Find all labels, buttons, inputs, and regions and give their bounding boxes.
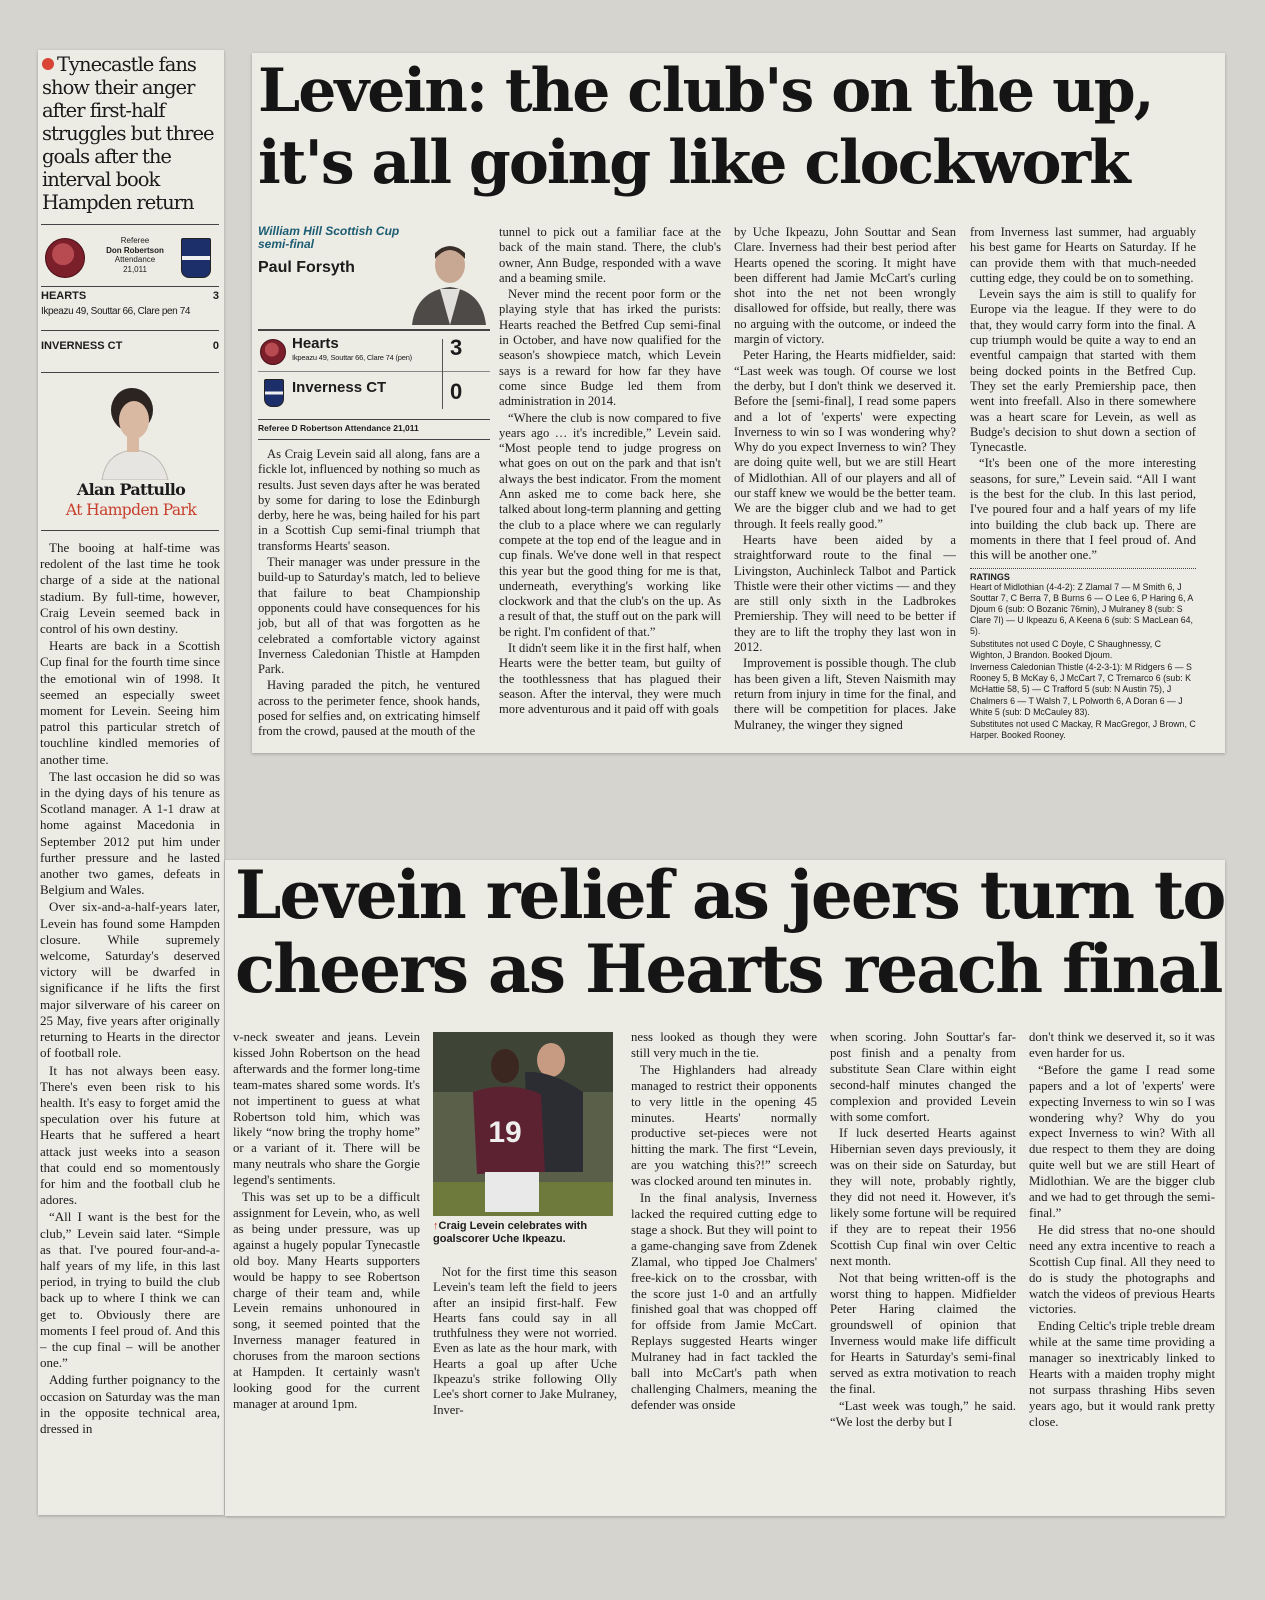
paragraph: This was set up to be a difficult assignment for Levein, who, as well as being under pressure, was up against a hugely popular Tynecastle old boy. Many Hearts supporters would be happy to see Robertson charge of their team and, while Levein remains unhonoured in song, it seemed pointed that the Inverness manager featured in choruses from the maroon sections at Hampden. It certainly wasn't looking good for the current manager at around 1pm. [233,1190,420,1411]
top-col-4 [970,225,1196,742]
author-name: Paul Forsyth [258,259,355,276]
ratings-line: Inverness Caledonian Thistle (4-2-3-1): M Ridgers 6 — S Rooney 5, B McKay 6, J McCart 7, C Tremarco 6 (sub: K McHattie 58, 5) — C Trafford 5 (sub: N Austin 75), J Chalmers 6 — T Walsh 7, L Polworth 6, A Doran 6 — J White 5 (sub: D McCauley 83). [970,661,1192,717]
bottom-col-b [233,1030,420,1414]
paragraph: “It's been one of the more interesting seasons, for sure,” Levein said. “All I want is the best for the club. In this last period, I've poured four and a half years of my life into building the club back up. There are moments in there that I feel proud of. And this will be another one.” [970,456,1196,563]
paragraph: Adding further poignancy to the occasion on Saturday was the man in the opposite technical area, dressed in [40,1372,220,1436]
paragraph: If luck deserted Hearts against Hibernian seven days previously, it was on their side on Saturday, but they will note, probably rightly, they did not need it. However, it's likely some fortune will be required if they are to repeat their 1956 Scottish Cup final win over Celtic next month. [830,1126,1016,1268]
bottom-headline-line1: Levein relief as jeers turn to [235,860,1225,934]
ratings: RATINGS Heart of Midlothian (4-4-2): Z Zlamal 7 — M Smith 6, J Souttar 7, C Berra 7, B Burns 6 — O Lee 6, P Haring 6, A Djoum 6 (sub: O Bozanic 76min), J Mulraney 8 (sub: S Clare 7I) — U Ikpeazu 6, A Keena 6 (sub: S MacLean 64, 5). Substitutes not used C Doyle, C Shaughnessy, C Wighton, J Brandon. Booked Djoum. Inverness Caledonian Thistle (4-2-3-1): M Ridgers 6 — S Rooney 5, B McKay 6, J McCart 7, C Tremarco 6 (sub: K McHattie 58, 5) — C Trafford 5 (sub: N Austin 75), J Chalmers 6 — T Walsh 7, L Polworth 6, A Doran 6 — J White 5 (sub: D McCauley 83). Substitutes not used C Mackay, R MacGregor, J Brown, C Harper. Booked Rooney. [970,571,1196,741]
paragraph: Never mind the recent poor form or the playing style that has irked the purists: Hearts reached the Betfred Cup semi-final in October, and have now qualified for the season's showpiece match, which Levein says is a reward for how far they have come since Budge led them from administration in 2014. [499,287,721,409]
author-photo [408,239,488,325]
paragraph: Over six-and-a-half-years later, Levein has found some Hampden closure. While supremely welcome, Saturday's deserved victory will be dwarfed in significance if he lifts the first major silverware of his career on 25 May, five years after originally returning to Hearts in the director of football role. [40,899,220,1061]
home-result: HEARTS 3 Ikpeazu 49, Souttar 66, Clare pen 74 [41,290,219,317]
ratings-line: Substitutes not used C Doyle, C Shaughnessy, C Wighton, J Brandon. Booked Djoum. [970,638,1162,660]
paragraph: It didn't seem like it in the first half, when Hearts were the better team, but guilty of the toothlessness that has plagued their season. After the interval, they were much more adventurous and it paid off with goals [499,641,721,717]
paragraph: Peter Haring, the Hearts midfielder, said: “Last week was tough. Of course we lost the derby, but I don't think we deserved it. Before the [semi-final], I read some papers and a lot of 'experts' were expecting Inverness to win so I was wondering why? Why do you expect Inverness to win? They are doing quite well, but we are still Heart of Midlothian. All of our players and all of our staff knew we would be the better team. We are the bigger club and we had to get through. It feels really good.” [734,348,956,531]
paragraph: “Last week was tough,” he said. “We lost the derby but I [830,1398,1016,1429]
away-result: INVERNESS CT 0 [41,340,219,352]
paragraph: when scoring. John Souttar's far-post finish and a penalty from substitute Sean Clare within eight second-half minutes changed the complexion and provided Levein with some comfort. [830,1030,1016,1124]
referee-name: Don Robertson [106,245,164,255]
paragraph: As Craig Levein said all along, fans are a fickle lot, influenced by nothing so much as results. Just seven days after he was berated by some for daring to lose the Edinburgh derby, here he was, being hailed for his part in a Scottish Cup semi-final triumph that transforms Hearts' season. [258,447,480,553]
referee-block: Referee Don Robertson Attendance 21,011 [41,234,219,282]
top-col-1: William Hill Scottish Cup semi-final Paul Forsyth Hearts Ikpeazu 49, Souttar 66, Clare 74 (pen) 3 Inverness CT 0 Referee D Robertson Attendance 21,011 As Craig Levein said all along, fans are a fickle lot, influenced by nothing so much as results. Just seven days after he was berated by some for daring to lose the Edinburgh derby, here he was, being hailed for his part in a Scottish Cup semi-final triumph that transforms Hearts' season. Their manager was under pressure in the build-up to Saturday's match, led to believe that failure to beat Championship opponents could have consequences for his job, but all of that was forgotten as he celebrated a comfortable victory against Inverness Caledonian Thistle at Hampden Park. Having paraded the pitch, he ventured across to the perimeter fence, shook hands, posed for selfies and, on extricating himself from the crowd, paused at the mouth of the [258,225,490,277]
paragraph: Not for the first time this season Levein's team left the field to jeers after an insipid first-half. Few Hearts fans could say in all truthfulness they were not worried. Even as late as the hour mark, with Hearts a goal up after Uche Ikpeazu's strike following Olly Lee's short corner to Jake Mulraney, Inver- [433,1265,617,1417]
paragraph: It has not always been easy. There's even been risk to his health. It's easy to forget amid the speculation over his future at Hearts that he suffered a heart attack just weeks into a season that could end so momentously for him and the football club he adores. [40,1062,220,1208]
paragraph: by Uche Ikpeazu, John Souttar and Sean Clare. Inverness had their best period after Hearts opened the scoring. It might have been different had Jamie McCart's curling shot into the net not been wrongly disallowed for offside, but really, there was no arguing with the outcome, or indeed the margin of victory. [734,225,956,347]
bullet-dot-icon [42,58,54,70]
paragraph: tunnel to pick out a familiar face at the back of the main stand. There, the club's owner, Ann Budge, responded with a wave and a beaming smile. [499,225,721,285]
attendance: 21,011 [123,264,147,274]
paragraph: Not that being written-off is the worst thing to happen. Midfielder Peter Haring claimed the groundswell of opinion that Inverness would make life difficult for Hearts in Saturday's semi-final served as extra motivation to reach the final. [830,1270,1016,1396]
photo-caption: ↑Craig Levein celebrates with goalscorer Uche Ikpeazu. [433,1220,588,1245]
paragraph: from Inverness last summer, had arguably his best game for Hearts on Saturday. If he can provide them with that much-needed cutting edge, they could be on to something. [970,225,1196,285]
hearts-crest-icon [45,238,85,278]
author-portrait [82,380,182,480]
match-photo [433,1032,613,1216]
bottom-headline-line2: cheers as Hearts reach final [235,930,1222,1008]
home-scorers: Ikpeazu 49, Souttar 66, Clare pen 74 [41,306,191,317]
bottom-col-c-lower [433,1265,617,1419]
side-article-body [40,540,220,1438]
caption-arrow-icon: ↑ [433,1220,439,1232]
bottom-clipping [225,860,1225,1516]
top-col-3 [734,225,956,734]
top-headline-line1: Levein: the club's on the up, [258,56,1153,126]
paragraph: Hearts have been aided by a straightforward route to the final — Livingston, Auchinleck Talbot and Partick Thistle were their other victims — and they are still only sixth in the Ladbrokes Premiership. They will need to be better if they are to lift the trophy they last won in 2012. [734,532,956,655]
side-clipping [38,50,224,1515]
location: At Hampden Park [65,501,197,519]
paragraph: v-neck sweater and jeans. Levein kissed John Robertson on the head afterwards and the former long-time team-mates shared some words. It's not impertinent to guess at what Robertson told him, which was likely “now bring the trophy home” or a variant of it. There will be many neutrals who share the Gorgie legend's sentiments. [233,1030,420,1188]
paragraph: The Highlanders had already managed to restrict their opponents to very little in the opening 45 minutes. Hearts' normally productive set-pieces were not hitting the mark. The first “Levein, are you watching this?!” screech was clocked around ten minutes in. [631,1062,817,1189]
byline: Alan Pattullo [76,480,186,499]
paragraph: Hearts are back in a Scottish Cup final for the fourth time since the emotional win of 1998. It seemed an especially sweet moment for Levein. Seeing him patrol this particular stretch of touchline kindled memories of another time. [40,638,220,767]
top-clipping [252,53,1225,753]
shirt-number: 19 [488,1116,522,1149]
paragraph: Levein says the aim is still to qualify for Europe via the league. If they were to do that, they would carry form into the final. A cup triumph would be quite a way to end an eventful campaign that started with them being docked points in the Betfred Cup. They set the early Premiership pace, then went into freefall. Also in there somewhere was a heart scare for Levein, as well as Budge's decision to shut down a section of Tynecastle. [970,287,1196,455]
inverness-crest-icon [264,379,284,407]
paragraph: Their manager was under pressure in the build-up to Saturday's match, led to believe that failure to beat Championship opponents could have consequences for his job, but all of that was forgotten as he celebrated a comfortable victory against Inverness Caledonian Thistle at Hampden Park. [258,555,480,677]
paragraph: He did stress that no-one should need any extra incentive to reach a Scottish Cup final. All they need to do is study the photographs and watch the videos of previous Hearts victories. [1029,1222,1215,1317]
paragraph: don't think we deserved it, so it was even harder for us. [1029,1030,1215,1060]
ratings-line: Substitutes not used C Mackay, R MacGregor, J Brown, C Harper. Booked Rooney. [970,718,1196,741]
kicker: William Hill Scottish Cup [258,224,400,238]
standfirst: Tynecastle fans show their anger after first-half struggles but three goals after the interval book Hampden return [42,53,214,214]
inverness-crest-icon [181,238,211,278]
ratings-line: Heart of Midlothian (4-4-2): Z Zlamal 7 — M Smith 6, J Souttar 7, C Berra 7, B Burns 6 — O Lee 6, P Haring 6, A Djoum 6 (sub: O Bozanic 76min), J Mulraney 8 (sub: S Clare 7I) — U Ikpeazu 6, A Keena 6 (sub: S MacLean 64, 5). [970,581,1193,637]
top-headline-line2: it's all going like clockwork [258,128,1129,198]
paragraph: Having paraded the pitch, he ventured across to the perimeter fence, shook hands, posed for selfies and, on extricating himself from the crowd, paused at the mouth of the [258,678,480,739]
paragraph: The last occasion he did so was in the dying days of his tenure as Scotland manager. A 1-1 draw at home against Macedonia in September 2012 put him under further pressure and he lasted another two games, defeats in Belgium and Wales. [40,768,220,898]
paragraph: The booing at half-time was redolent of the last time he took charge of a side at the national stadium. By full-time, however, Craig Levein seemed back in control of his own destiny. [40,540,220,637]
paragraph: Improvement is possible though. The club has been given a lift, Steven Naismith may return from injury in time for the final, and there will be competition for places. Jake Mulraney, the winger they signed [734,656,956,732]
paragraph: “Before the game I read some papers and a lot of 'experts' were expecting Inverness to win so I was wondering why? Why do you expect Inverness to win? With all due respect to them they are doing quite well but we are still Heart of Midlothian. We are the bigger club and we had to get through the semi-final.” [1029,1062,1215,1220]
bottom-col-c [631,1030,817,1415]
paragraph: Ending Celtic's triple treble dream while at the same time providing a manager so inextricably linked to Hearts with a maiden trophy might not surpass thrashing Hibs seven years ago, but it would rank pretty close. [1029,1319,1215,1429]
referee-line: Referee D Robertson Attendance 21,011 [258,423,419,433]
bottom-col-e [1029,1030,1215,1432]
paragraph: In the final analysis, Inverness lacked the required cutting edge to stage a shock. But they will point to a game-changing save from Zdenek Zlamal, who tipped Joe Chalmers' free-kick on to the crossbar, with the score just 1-0 and an artfully finished goal that was chopped off for offside from Jamie McCart. Replays suggested Hearts winger Mulraney had in fact tackled the ball into McCart's path when challenging Chalmers, meaning the defender was onside [631,1191,817,1412]
paragraph: “Where the club is now compared to five years ago … it's incredible,” Levein said. “Most people tend to judge progress on what goes on out on the park and that isn't always the best indicator. From the moment Ann asked me to come back here, she talked about long-term planning and getting the club to a place where we can regularly compete at the top end of the league and in cup finals. We've done well in that respect this year but the good thing for me is that, underneath, everything's working like clockwork and that the club's on the up. As a result of that, the stuff out on the park will be right. I'm confident of that.” [499,410,721,639]
paragraph: “All I want is the best for the club,” Levein said later. “Simple as that. I've poured four-and-a-half years of my life, in this last period, in trying to build the club back up to where I think we can get to. Obviously there are moments I feel proud of. And this – the cup final – will be another one.” [40,1209,220,1371]
hearts-crest-icon [260,339,286,365]
paragraph: ness looked as though they were still very much in the tie. [631,1030,817,1060]
top-col-2 [499,225,721,719]
scoreboard: Hearts Ikpeazu 49, Souttar 66, Clare 74 (pen) 3 Inverness CT 0 [258,335,490,413]
bottom-col-d [830,1030,1016,1432]
